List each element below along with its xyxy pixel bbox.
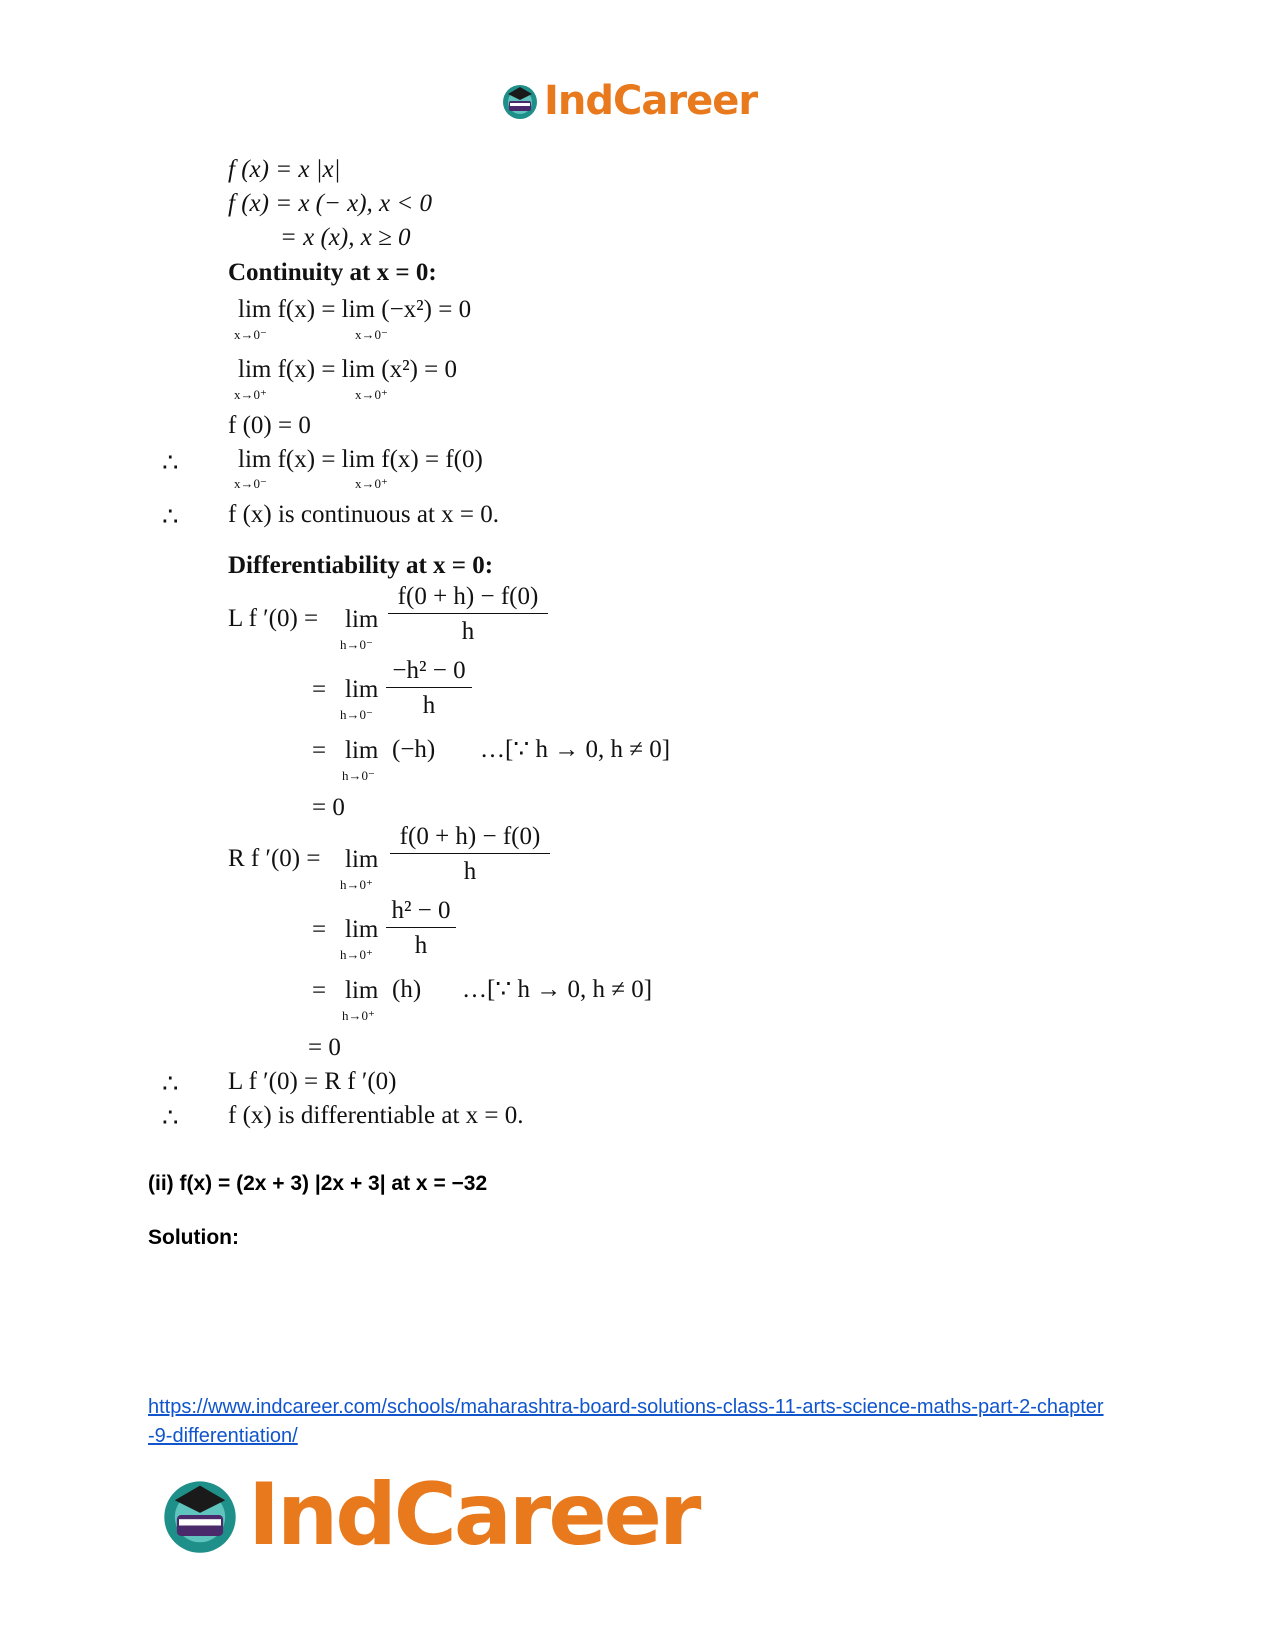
continuous-conclusion: f (x) is continuous at x = 0. [228, 501, 500, 528]
fraction-numerator: f(0 + h) − f(0) [390, 823, 550, 854]
lim-word: lim [345, 737, 379, 764]
graduation-book-icon [158, 1473, 242, 1557]
therefore-symbol: ∴ [162, 1103, 179, 1132]
limit-subscript: h→0⁻ [342, 768, 375, 783]
lim-word: lim [345, 846, 379, 873]
difference-quotient [388, 583, 548, 646]
lim-word: lim [345, 676, 379, 703]
fraction-denominator: h [461, 618, 475, 645]
limit-subscript: h→0⁻ [340, 707, 373, 722]
equals-sign: = [312, 737, 327, 764]
limit-subscript: x→0⁻ [234, 327, 267, 342]
math-line-1: f (x) = x |x| [228, 156, 341, 183]
limit-subscript: x→0⁻ [234, 476, 267, 491]
left-derivative-label: L f ′(0) = [228, 605, 319, 632]
continuity-heading: Continuity at x = 0: [228, 259, 437, 286]
fraction-denominator: h [463, 858, 477, 885]
source-url-link[interactable]: https://www.indcareer.com/schools/maharashtra-board-solutions-class-11-arts-science-maths-part-2-chapter-9-differentiation/ [148, 1396, 1104, 1447]
limits-equal-line: lim f(x) = lim f(x) = f(0) [238, 446, 483, 473]
equals-sign: = [312, 916, 327, 943]
derivatives-equal-line: L f ′(0) = R f ′(0) [228, 1068, 397, 1095]
limit-subscript: x→0⁻ [355, 327, 388, 342]
equals-sign: = [312, 977, 327, 1004]
question-part-ii: (ii) f(x) = (2x + 3) |2x + 3| at x = −32 [148, 1172, 488, 1195]
limit-subscript: x→0⁺ [355, 476, 388, 491]
limit-subscript: h→0⁺ [340, 877, 373, 892]
header-logo-text: IndCareer [544, 78, 758, 124]
limit-subscript: h→0⁺ [340, 947, 373, 962]
lim-word: lim [345, 606, 379, 633]
f-zero-line: f (0) = 0 [228, 412, 311, 439]
left-step-expression: (−h) [392, 736, 436, 763]
limit-right-line: lim f(x) = lim (x²) = 0 [238, 356, 457, 383]
right-step-fraction [386, 897, 456, 960]
limit-subscript: h→0⁻ [340, 637, 373, 652]
limit-subscript: h→0⁺ [342, 1008, 375, 1023]
therefore-symbol: ∴ [162, 1069, 179, 1098]
math-line-3: = x (x), x ≥ 0 [280, 224, 411, 251]
lim-word: lim [345, 916, 379, 943]
math-line-2: f (x) = x (− x), x < 0 [228, 190, 432, 217]
limit-subscript: x→0⁺ [234, 387, 267, 402]
therefore-symbol: ∴ [162, 502, 179, 531]
lim-word: lim [345, 977, 379, 1004]
limit-subscript: x→0⁺ [355, 387, 388, 402]
nonzero-note: …[∵ h → 0, h ≠ 0] [462, 976, 653, 1003]
therefore-symbol: ∴ [162, 448, 179, 477]
left-step-fraction [386, 657, 472, 720]
right-step-expression: (h) [392, 976, 422, 1003]
footer-logo-text: IndCareer [248, 1465, 699, 1565]
equals-sign: = [312, 676, 327, 703]
nonzero-note: …[∵ h → 0, h ≠ 0] [480, 736, 671, 763]
left-result: = 0 [312, 794, 345, 821]
solution-label: Solution: [148, 1226, 239, 1249]
difference-quotient [390, 823, 550, 886]
fraction-denominator: h [414, 932, 428, 959]
right-result: = 0 [308, 1034, 341, 1061]
fraction-numerator: f(0 + h) − f(0) [388, 583, 548, 614]
right-derivative-label: R f ′(0) = [228, 845, 321, 872]
footer-logo [158, 1465, 698, 1565]
differentiability-heading: Differentiability at x = 0: [228, 552, 494, 579]
fraction-numerator: −h² − 0 [386, 657, 472, 688]
differentiable-conclusion: f (x) is differentiable at x = 0. [228, 1102, 524, 1129]
limit-left-line: lim f(x) = lim (−x²) = 0 [238, 296, 472, 323]
fraction-denominator: h [422, 692, 436, 719]
fraction-numerator: h² − 0 [386, 897, 456, 928]
